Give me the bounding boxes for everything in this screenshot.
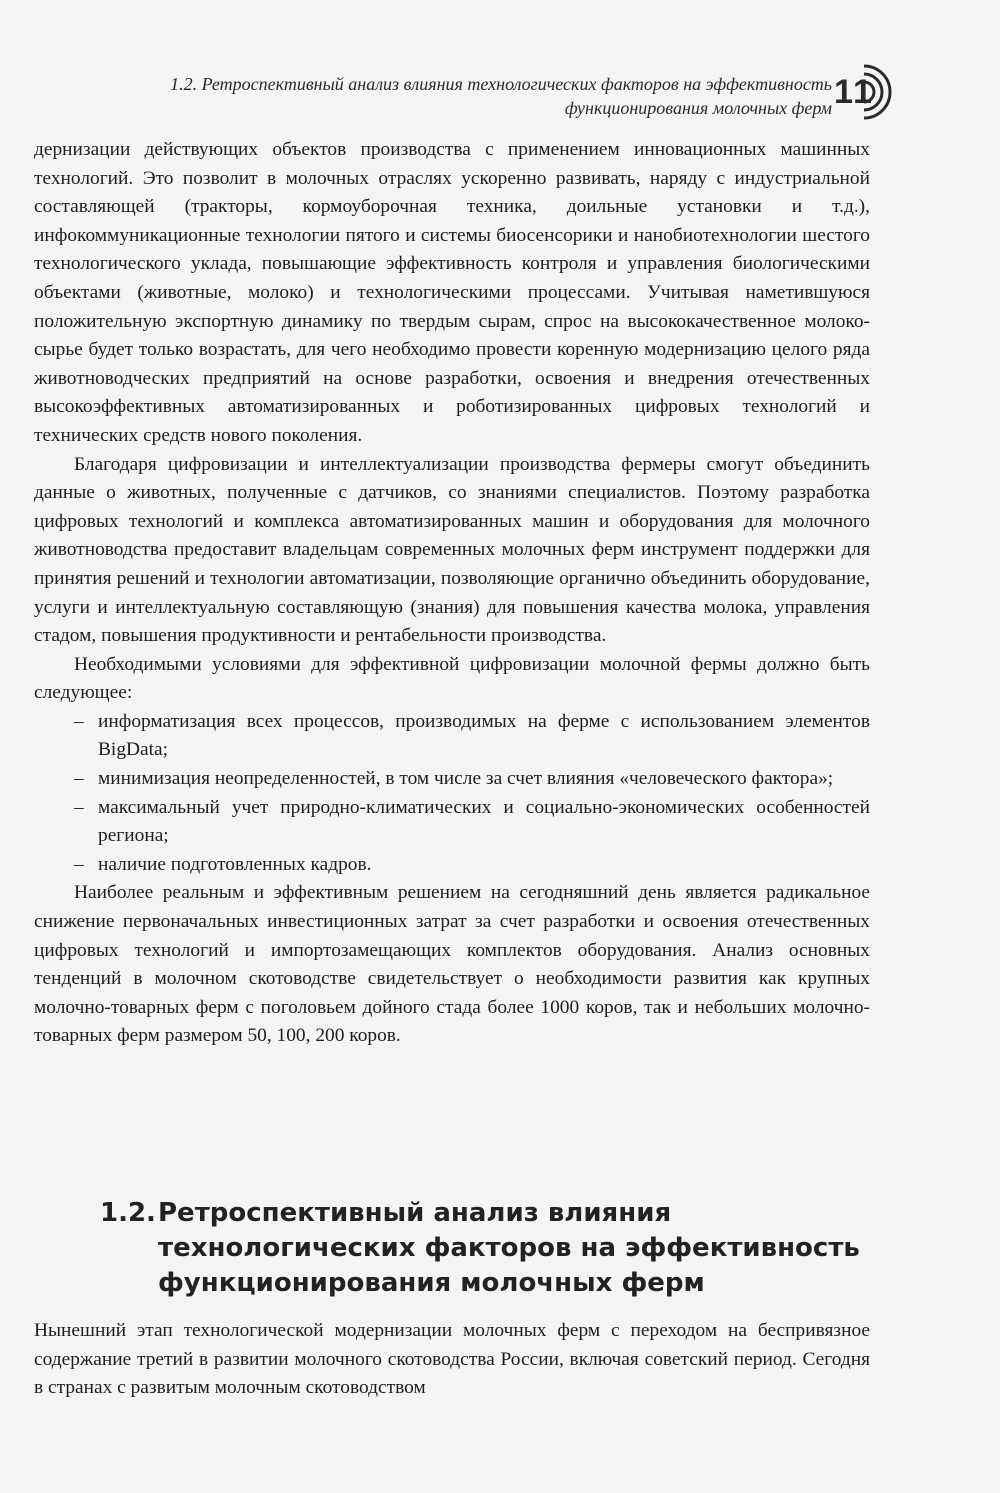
page-number-arcs-icon [858,60,906,124]
paragraph-conditions-intro: Необходимыми условиями для эффективной цифровизации молочной фермы должно быть следующее: [34,653,870,704]
section-number: 1.2. [100,1198,156,1228]
paragraph-continuation: дернизации действующих объектов производства с применением инновационных машинных технологий. Это позволит в молочных отраслях ускоренно развивать, наряду с индустриальной составляющей (тракторы, кормоуборочная техника, доильные установки и т.д.), инфокоммуникационные технологии пятого и системы биосенсорики и нанобиотехнологии шестого технологического уклада, повышающие эффективность контроля и управления биологическими объектами (животные, молоко) и технологическими процессами. Учитывая наметившуюся положительную экспортную динамику по твердым сырам, спрос на высококачественное молоко-сырье будет только возрастать, для чего необходимо провести коренную модернизацию целого ряда животноводческих предприятий на основе разработки, освоения и внедрения отечественных высокоэффективных автоматизированных и роботизированных цифровых технологий и технических средств нового поколения. [34,139,870,446]
list-dash: – [74,768,84,790]
paragraph-digitalization: Благодаря цифровизации и интеллектуализации производства фермеры смогут объединить данные о животных, полученные с датчиков, со знаниями специалистов. Поэтому разработка цифровых технологий и комплекса автоматизированных машин и оборудования для молочного животноводства предоставит владельцам современных молочных ферм инструмент поддержки для принятия решений и технологии автоматизации, позволяющие органично объединить оборудование, услуги и интеллектуальную составляющую (знания) для повышения качества молока, управления стадом, повышения продуктивности и рентабельности производства. [34,453,870,647]
section-paragraph: Нынешний этап технологической модернизации молочных ферм с переходом на беспривязное содержание третий в развитии молочного скотоводства России, включая советский период. Сегодня в странах с развитым молочным скотоводством [34,1320,870,1399]
list-item-text: максимальный учет природно-климатических и социально-экономических особенностей региона; [98,796,870,847]
list-item-text: минимизация неопределенностей, в том числе за счет влияния «человеческого фактора»; [98,768,834,790]
list-item [34,708,870,765]
section-title: Ретроспективный анализ влияния технологических факторов на эффективность функционирования молочных ферм [158,1198,860,1298]
list-item [34,794,870,851]
running-head-line-1: 1.2. Ретроспективный анализ влияния технологических факторов на эффективность [170,74,832,94]
running-head-line-2: функционирования молочных ферм [564,98,832,118]
conditions-list [34,708,870,880]
page-number-block [834,60,906,124]
section-heading [100,1196,880,1301]
running-head [40,72,832,120]
list-dash: – [74,796,84,818]
paragraph-solution: Наиболее реальным и эффективным решением на сегодняшний день является радикальное снижение первоначальных инвестиционных затрат за счет разработки и освоения отечественных цифровых технологий и импортозамещающих комплектов оборудования. Анализ основных тенденций в молочном скотоводстве свидетельствует о необходимости развития как крупных молочно-товарных ферм с поголовьем дойного стада более 1000 коров, так и небольших молочно-товарных ферм размером 50, 100, 200 коров. [34,882,870,1047]
section-body [34,1317,870,1403]
list-item-text: наличие подготовленных кадров. [98,853,372,875]
page-number: 11 [834,73,874,111]
list-dash: – [74,853,84,875]
body-text [34,136,870,1051]
list-item [34,765,870,794]
list-item [34,851,870,880]
list-dash: – [74,710,84,732]
list-item-text: информатизация всех процессов, производимых на ферме с использованием элементов BigData; [98,710,870,761]
